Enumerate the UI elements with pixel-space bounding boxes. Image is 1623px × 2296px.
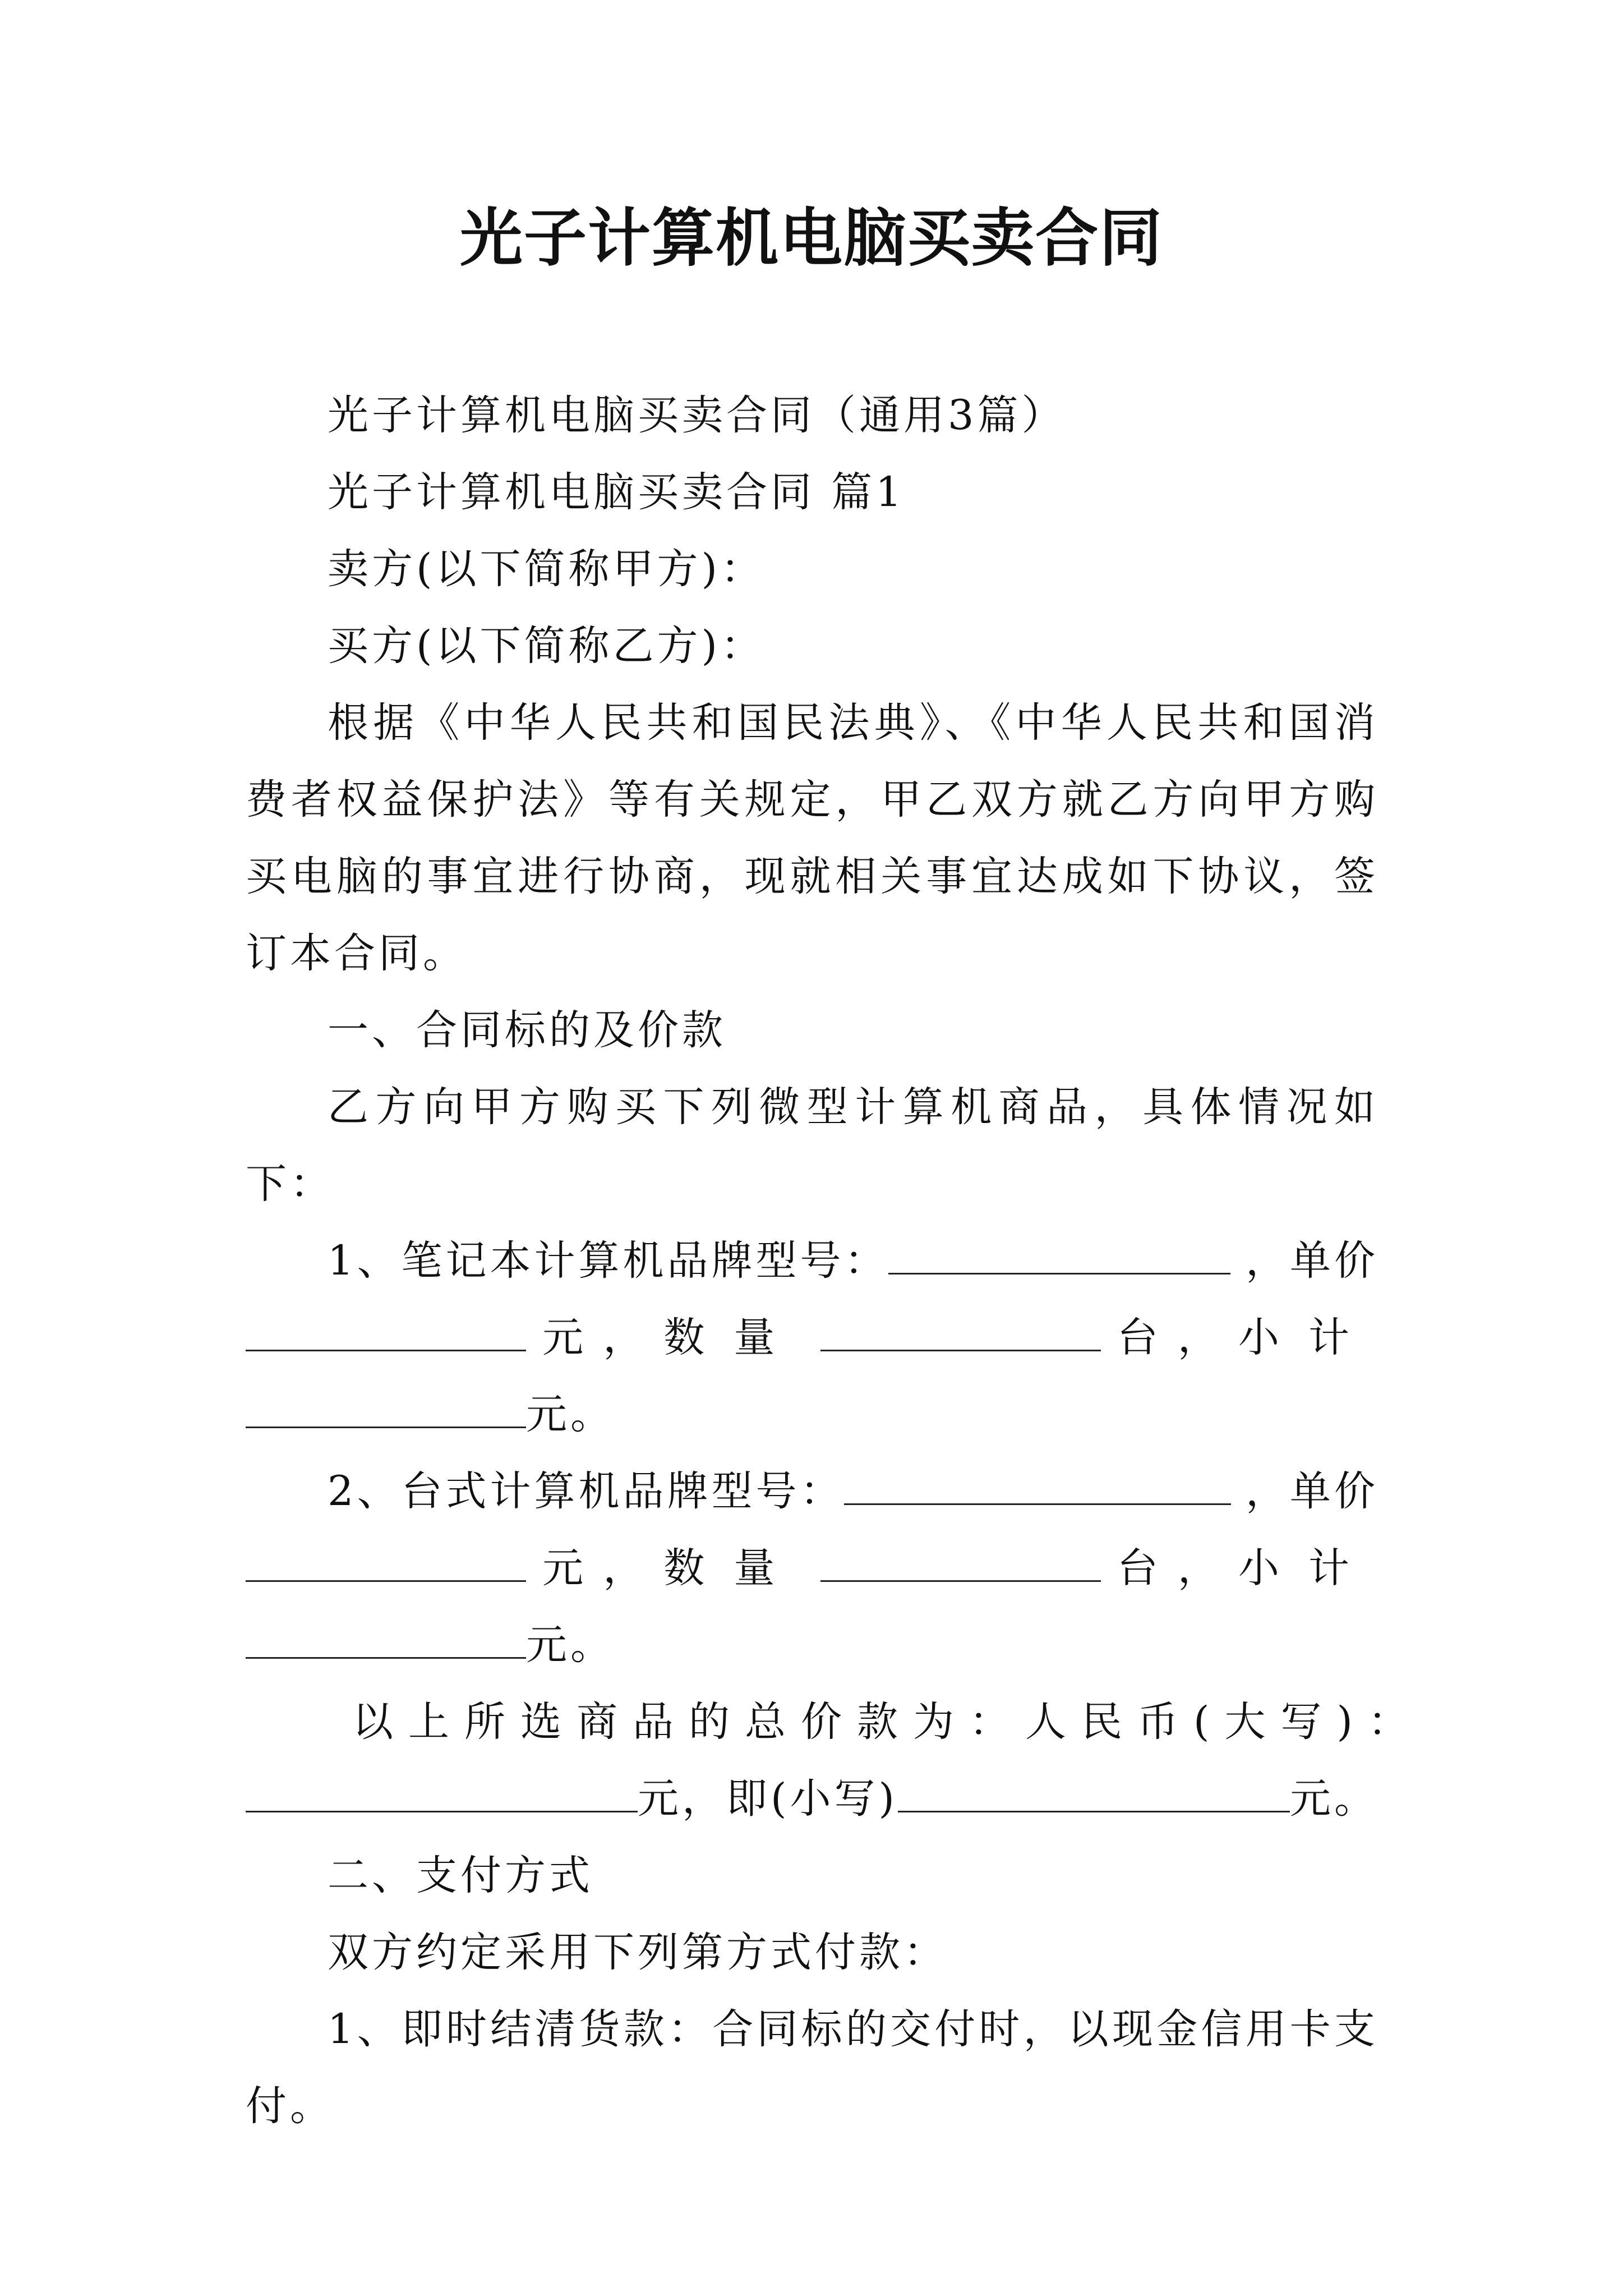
desktop-qty-blank[interactable] [820, 1544, 1101, 1582]
item-desktop-price-label: ，单价 [1246, 1467, 1378, 1515]
item-desktop-comma: ， [603, 1544, 648, 1592]
total-end: 元。 [1290, 1775, 1378, 1823]
paragraph-clause-2-heading: 二、支付方式 [328, 1852, 593, 1899]
paragraph-buyer: 买方(以下简称乙方)： [328, 622, 765, 670]
item-laptop-end: 元。 [526, 1391, 615, 1438]
item-desktop-qty-label: 数量 [663, 1544, 804, 1592]
total-label: 以上所选商品的总价款为：人民币(大写)： [352, 1698, 1424, 1746]
item-laptop-comma-2: ， [1177, 1314, 1222, 1361]
item-desktop-unit: 元 [542, 1544, 587, 1592]
item-desktop-comma-2: ， [1177, 1544, 1222, 1592]
item-laptop-comma: ， [603, 1314, 648, 1361]
item-desktop-prefix: 2、台式计算机品牌型号： [328, 1467, 845, 1515]
item-laptop-price-label: ，单价 [1246, 1237, 1378, 1285]
laptop-qty-blank[interactable] [820, 1314, 1101, 1351]
total-lowercase-blank[interactable] [898, 1775, 1290, 1812]
laptop-subtotal-blank[interactable] [246, 1391, 526, 1428]
item-desktop-subtotal-label: 小计 [1238, 1544, 1378, 1592]
paragraph-clause-1-heading: 一、合同标的及价款 [328, 1006, 726, 1054]
item-desktop-qty-unit: 台 [1117, 1544, 1161, 1592]
paragraph-clause-2-intro: 双方约定采用下列第方式付款： [328, 1929, 948, 1976]
item-laptop-qty-unit: 台 [1117, 1314, 1161, 1361]
paragraph-subtitle: 光子计算机电脑买卖合同（通用3篇） [328, 392, 1066, 439]
paragraph-clause-1-intro: 乙方向甲方购买下列微型计算机商品，具体情况如下： [246, 1083, 1378, 1208]
item-desktop-end: 元。 [526, 1621, 615, 1669]
desktop-model-blank[interactable] [844, 1467, 1231, 1505]
total-uppercase-blank[interactable] [246, 1775, 638, 1812]
item-laptop-qty-label: 数量 [663, 1314, 804, 1361]
item-laptop-prefix: 1、笔记本计算机品牌型号： [328, 1237, 889, 1285]
paragraph-clause-2-item-1: 1、即时结清货款：合同标的交付时，以现金信用卡支付。 [246, 2005, 1378, 2130]
desktop-subtotal-blank[interactable] [246, 1621, 526, 1659]
paragraph-preamble: 根据《中华人民共和国民法典》、《中华人民共和国消费者权益保护法》等有关规定，甲乙双方就乙方向甲方购买电脑的事宜进行协商，现就相关事宜达成如下协议，签订本合同。 [246, 699, 1378, 977]
item-laptop-subtotal-label: 小计 [1238, 1314, 1378, 1361]
total-price [246, 1683, 1424, 1837]
item-laptop [246, 1222, 1378, 1453]
item-desktop [246, 1453, 1378, 1683]
document-body [246, 377, 1424, 2145]
paragraph-seller: 卖方(以下简称甲方)： [328, 545, 765, 593]
laptop-price-blank[interactable] [246, 1314, 526, 1351]
desktop-price-blank[interactable] [246, 1544, 526, 1582]
item-laptop-unit: 元 [542, 1314, 587, 1361]
paragraph-section-heading: 光子计算机电脑买卖合同 篇1 [328, 468, 905, 516]
document-title: 光子计算机电脑买卖合同 [460, 202, 1163, 275]
total-unit: 元，即(小写) [638, 1775, 898, 1823]
laptop-model-blank[interactable] [888, 1237, 1230, 1274]
